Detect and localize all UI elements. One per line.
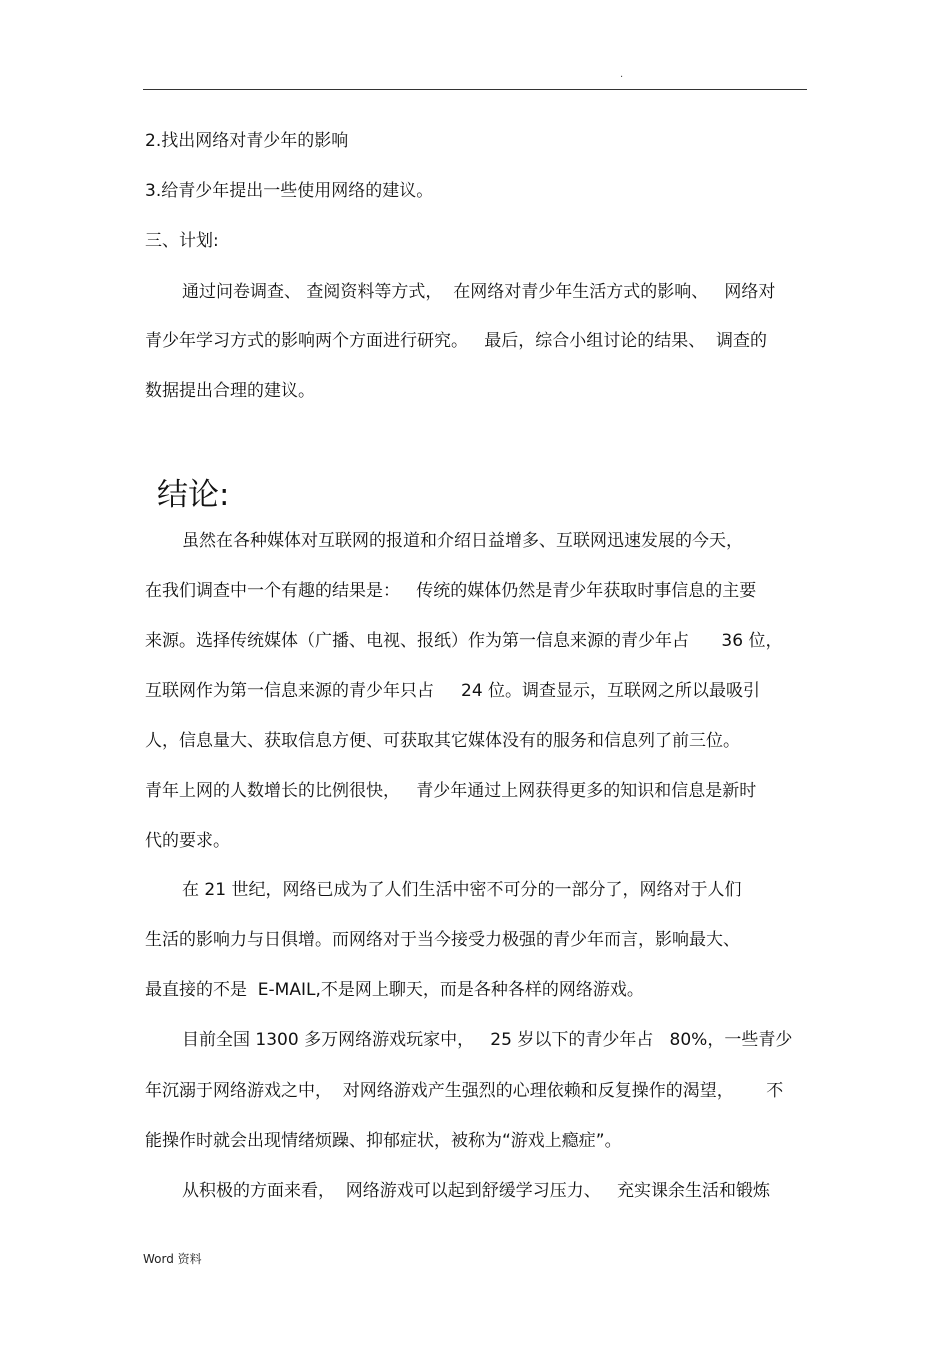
goal-3: 3.给青少年提出一些使用网络的建议。: [145, 181, 434, 201]
conclusion-para1-line: 互联网作为第一信息来源的青少年只占 24 位。调查显示，互联网之所以最吸引: [145, 681, 761, 701]
conclusion-para2-line: 在 21 世纪，网络已成为了人们生活中密不可分的一部分了，网络对于人们: [182, 880, 742, 900]
conclusion-para3-line: 年沉溺于网络游戏之中， 对网络游戏产生强烈的心理依赖和反复操作的渴望， 不: [145, 1081, 784, 1101]
header-rule: [143, 89, 807, 90]
conclusion-title: 结论:: [157, 477, 230, 513]
conclusion-para2-line: 最直接的不是 E-MAIL,不是网上聊天，而是各种各样的网络游戏。: [145, 980, 644, 1000]
conclusion-para1-line: 人，信息量大、获取信息方便、可获取其它媒体没有的服务和信息列了前三位。: [145, 731, 740, 751]
conclusion-para1-line: 青年上网的人数增长的比例很快， 青少年通过上网获得更多的知识和信息是新时: [145, 781, 757, 801]
conclusion-para1-line: 在我们调查中一个有趣的结果是： 传统的媒体仍然是青少年获取时事信息的主要: [145, 581, 757, 601]
header-dot: .: [620, 69, 624, 80]
plan-paragraph-line: 数据提出合理的建议。: [145, 381, 315, 401]
goal-2: 2.找出网络对青少年的影响: [145, 131, 349, 151]
plan-title: 三、计划:: [145, 231, 219, 251]
footer-label: Word 资料: [143, 1252, 202, 1266]
conclusion-para1-line: 虽然在各种媒体对互联网的报道和介绍日益增多、互联网迅速发展的今天，: [182, 531, 743, 551]
conclusion-para1-line: 来源。选择传统媒体（广播、电视、报纸）作为第一信息来源的青少年占 36 位，: [145, 631, 783, 651]
plan-paragraph-line: 青少年学习方式的影响两个方面进行研究。 最后，综合小组讨论的结果、 调查的: [145, 331, 768, 351]
conclusion-para4-line: 从积极的方面来看， 网络游戏可以起到舒缓学习压力、 充实课余生活和锻炼: [182, 1181, 771, 1201]
conclusion-para3-line: 目前全国 1300 多万网络游戏玩家中， 25 岁以下的青少年占 80%，一些青少: [182, 1030, 793, 1050]
conclusion-para1-line: 代的要求。: [145, 831, 230, 851]
conclusion-para2-line: 生活的影响力与日俱增。而网络对于当今接受力极强的青少年而言，影响最大、: [145, 930, 740, 950]
conclusion-para3-line: 能操作时就会出现情绪烦躁、抑郁症状，被称为“游戏上瘾症”。: [145, 1131, 622, 1151]
plan-paragraph-line: 通过问卷调查、 查阅资料等方式， 在网络对青少年生活方式的影响、 网络对: [182, 282, 776, 302]
